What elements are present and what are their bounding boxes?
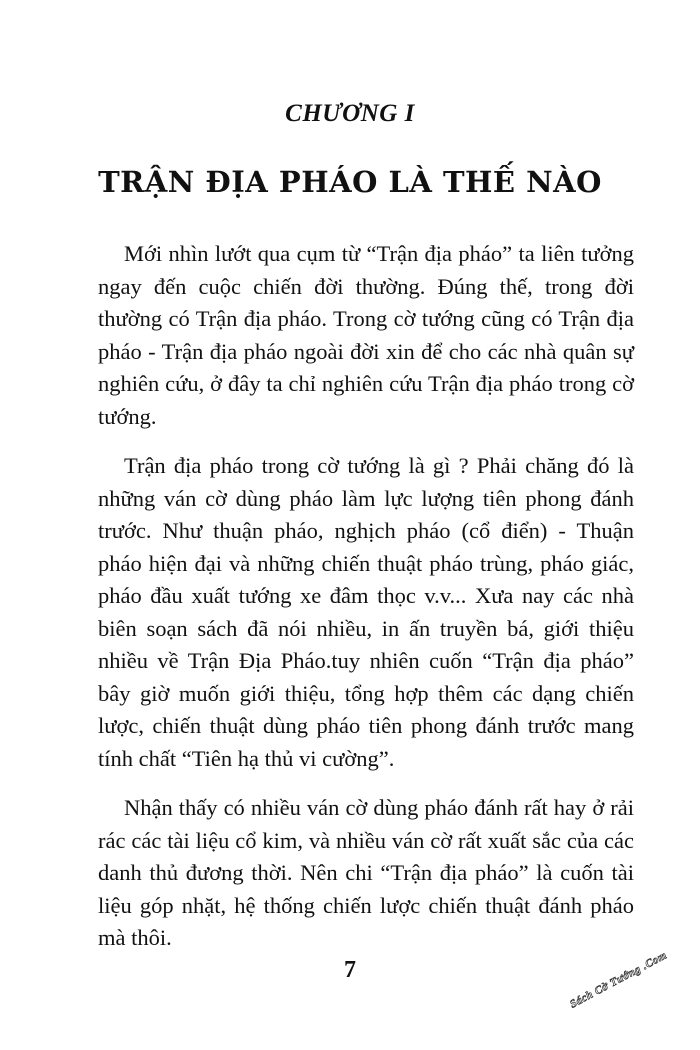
paragraph-1: Mới nhìn lướt qua cụm từ “Trận địa pháo” ta liên tưởng ngay đến cuộc chiến đời thường. Đúng thế, trong đời thường có Trận địa pháo. Trong cờ tướng cũng có Trận địa pháo - Trận địa pháo ngoài đời xin để cho các nhà quân sự nghiên cứu, ở đây ta chỉ nghiên cứu Trận địa pháo trong cờ tướng. [98, 241, 634, 429]
body-text [98, 238, 634, 972]
page-number: 7 [344, 957, 356, 983]
chapter-title: TRẬN ĐỊA PHÁO LÀ THẾ NÀO [98, 165, 602, 199]
watermark-logo: Sách Cờ Tướng .Com [568, 949, 670, 1011]
chapter-label: CHƯƠNG I [285, 100, 415, 127]
paragraph-2: Trận địa pháo trong cờ tướng là gì ? Phải chăng đó là những ván cờ dùng pháo làm lực lượng tiên phong đánh trước. Như thuận pháo, nghịch pháo (cổ điển) - Thuận pháo hiện đại và những chiến thuật pháo trùng, pháo giác, pháo đầu xuất tướng xe đâm thọc v.v... Xưa nay các nhà biên soạn sách đã nói nhiều, in ấn truyền bá, giới thiệu nhiều về Trận Địa Pháo.tuy nhiên cuốn “Trận địa pháo” bây giờ muốn giới thiệu, tổng hợp thêm các dạng chiến lược, chiến thuật dùng pháo tiên phong đánh trước mang tính chất “Tiên hạ thủ vi cường”. [98, 453, 634, 771]
paragraph-3: Nhận thấy có nhiều ván cờ dùng pháo đánh rất hay ở rải rác các tài liệu cổ kim, và nhiều ván cờ rất xuất sắc của các danh thủ đương thời. Nên chi “Trận địa pháo” là cuốn tài liệu góp nhặt, hệ thống chiến lược chiến thuật đánh pháo mà thôi. [98, 795, 634, 950]
